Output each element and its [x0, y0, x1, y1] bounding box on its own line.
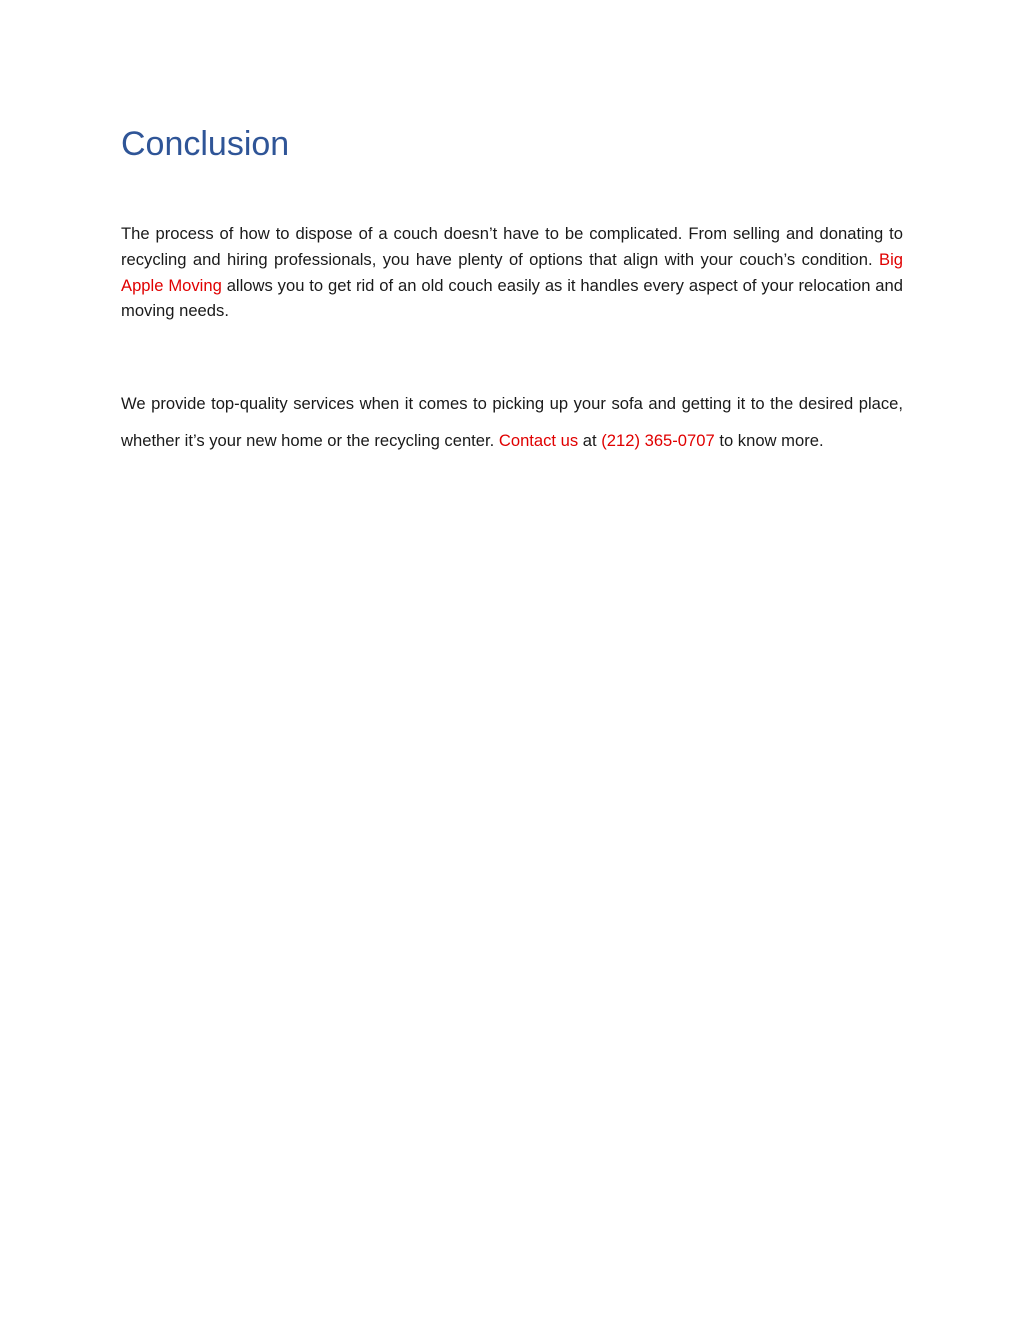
phone-number-link[interactable]: (212) 365-0707: [601, 431, 715, 450]
paragraph-text: allows you to get rid of an old couch easily as it handles every aspect of your relocation and moving needs.: [121, 275, 903, 321]
page-title: Conclusion: [121, 125, 290, 163]
paragraph-disposal-options: [121, 221, 903, 324]
paragraph-text: The process of how to dispose of a couch doesn’t have to be complicated. From selling and donating to recycling and hiring professionals, you have plenty of options that align with your couch’s condition.: [121, 224, 903, 269]
paragraph-text: to know more.: [714, 431, 824, 450]
paragraph-services: [121, 385, 903, 459]
paragraph-text: We provide top-quality services when it comes to picking up your sofa and getting it to the desired place, whether it’s your new home or the recycling center.: [121, 394, 903, 450]
contact-us-link[interactable]: Contact us: [498, 431, 579, 450]
paragraph-text: at: [578, 431, 602, 450]
company-link[interactable]: Big Apple Moving: [121, 249, 903, 295]
